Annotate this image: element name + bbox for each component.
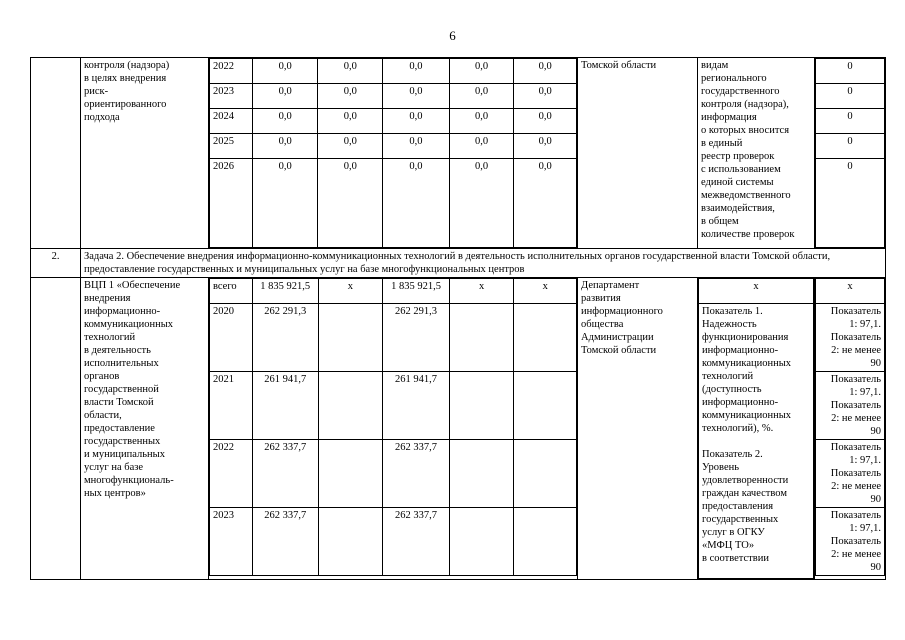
block1-title: контроля (надзора) в целях внедрения риск- ориентированного подхода (81, 58, 209, 249)
year-cell: 2025 (210, 134, 253, 159)
value-cell: 0,0 (514, 109, 577, 134)
value-cell (318, 508, 383, 576)
value-cell (318, 372, 383, 440)
year-cell: 2020 (210, 304, 253, 372)
value-cell: 261 941,7 (252, 372, 318, 440)
year-cell: 2023 (210, 508, 253, 576)
value-cell (318, 440, 383, 508)
value-cell (449, 372, 514, 440)
task-number: 2. (31, 249, 81, 278)
value-cell (449, 508, 514, 576)
indicator-value: Показатель 1: 97,1. Показатель 2: не менее 90 (816, 440, 885, 508)
indicator-value: Показатель 1: 97,1. Показатель 2: не менее 90 (816, 372, 885, 440)
value-cell: 262 337,7 (252, 440, 318, 508)
value-cell: 0,0 (318, 109, 383, 134)
table-row (210, 372, 577, 440)
block2-values (209, 278, 578, 580)
value-cell: 0,0 (449, 134, 514, 159)
task-row (31, 249, 886, 278)
block2-indicator-name-table (698, 278, 814, 579)
table-row (210, 84, 577, 109)
value-cell: 0,0 (449, 109, 514, 134)
block2-executor: Департамент развития информационного общества Администрации Томской области (578, 278, 698, 580)
block1-indicator-table (815, 58, 885, 248)
table-row (210, 304, 577, 372)
value-cell (514, 440, 577, 508)
value-cell (514, 304, 577, 372)
value-cell: 262 337,7 (252, 508, 318, 576)
table-row (210, 159, 577, 248)
value-cell: 1 835 921,5 (252, 279, 318, 304)
value-cell (318, 304, 383, 372)
value-cell: 0,0 (514, 134, 577, 159)
block1-indicator-values (815, 58, 886, 249)
year-cell: 2024 (210, 109, 253, 134)
page-number: 6 (449, 28, 456, 43)
value-cell: 0,0 (514, 84, 577, 109)
value-cell: 0,0 (383, 159, 450, 248)
indicator-total: х (699, 279, 814, 304)
value-cell: 0,0 (383, 134, 450, 159)
block2-indicator-values (815, 278, 886, 580)
block1-number-cell (31, 58, 81, 249)
value-cell: 0,0 (514, 159, 577, 248)
table-row (210, 440, 577, 508)
value-cell: 262 291,3 (383, 304, 450, 372)
value-cell: 0,0 (514, 59, 577, 84)
year-cell: всего (210, 279, 253, 304)
value-cell: 0,0 (449, 159, 514, 248)
value-cell: 262 337,7 (383, 508, 450, 576)
indicator-value: 0 (816, 59, 885, 84)
value-cell: 0,0 (252, 84, 318, 109)
indicator-value: 0 (816, 159, 885, 248)
block1-indicator-name: видам регионального государственного контроля (надзора), информация о которых вносится в единый реестр проверок с использованием единой системы межведомственного взаимодействия, в общем количестве проверок (698, 58, 815, 249)
value-cell: 0,0 (252, 134, 318, 159)
value-cell: 0,0 (449, 84, 514, 109)
value-cell (449, 440, 514, 508)
table-row (210, 59, 577, 84)
task-title: Задача 2. Обеспечение внедрения информационно-коммуникационных технологий в деятельность исполнительных органов государственной власти Томской области, предоставление государственных и муниципальных услуг на базе многофункциональных центров (81, 249, 886, 278)
indicator-value: 0 (816, 134, 885, 159)
block1-row (31, 58, 886, 249)
year-cell: 2026 (210, 159, 253, 248)
table-row (210, 134, 577, 159)
value-cell: 0,0 (318, 159, 383, 248)
year-cell: 2021 (210, 372, 253, 440)
indicator-value: 0 (816, 109, 885, 134)
indicator-value: х (816, 279, 885, 304)
block2-number-cell (31, 278, 81, 580)
value-cell: 0,0 (318, 59, 383, 84)
value-cell: 0,0 (449, 59, 514, 84)
value-cell: 262 291,3 (252, 304, 318, 372)
table-row (210, 508, 577, 576)
value-cell: 261 941,7 (383, 372, 450, 440)
value-cell: 0,0 (383, 109, 450, 134)
program-table (30, 57, 886, 580)
value-cell: 0,0 (318, 134, 383, 159)
year-cell: 2022 (210, 59, 253, 84)
block2-indicator-name: Показатель 1. Надежность функционирования информационно- коммуникационных технологий (доступность информационно- коммуникационных технологий), %. Показатель 2. Уровень удовлетворенности граждан качеством предоставления государственных услуг в ОГКУ «МФЦ ТО» в соответствии (699, 304, 814, 579)
value-cell: 0,0 (383, 59, 450, 84)
indicator-value: 0 (816, 84, 885, 109)
indicator-value: Показатель 1: 97,1. Показатель 2: не менее 90 (816, 304, 885, 372)
value-cell (514, 508, 577, 576)
value-cell: 0,0 (252, 159, 318, 248)
value-cell: 0,0 (252, 109, 318, 134)
year-cell: 2022 (210, 440, 253, 508)
value-cell: 0,0 (252, 59, 318, 84)
year-cell: 2023 (210, 84, 253, 109)
value-cell (449, 304, 514, 372)
block2-indicator-values-table (815, 278, 885, 576)
block2-values-table (209, 278, 577, 576)
value-cell: 0,0 (318, 84, 383, 109)
value-cell (514, 372, 577, 440)
block2-title: ВЦП 1 «Обеспечение внедрения информационно- коммуникационных технологий в деятельность исполнительных органов государственной власти Томской области, предоставление государственных и муниципальных услуг на базе многофункциональ- ных центров» (81, 278, 209, 580)
table-row (210, 109, 577, 134)
value-cell: х (514, 279, 577, 304)
block1-values-table (209, 58, 577, 248)
block2-row (31, 278, 886, 580)
value-cell: 262 337,7 (383, 440, 450, 508)
block1-executor: Томской области (578, 58, 698, 249)
block1-values (209, 58, 578, 249)
value-cell: 1 835 921,5 (383, 279, 450, 304)
table-row (210, 279, 577, 304)
indicator-value: Показатель 1: 97,1. Показатель 2: не менее 90 (816, 508, 885, 576)
value-cell: х (318, 279, 383, 304)
block2-indicator-name-cell (698, 278, 815, 580)
value-cell: 0,0 (383, 84, 450, 109)
value-cell: х (449, 279, 514, 304)
